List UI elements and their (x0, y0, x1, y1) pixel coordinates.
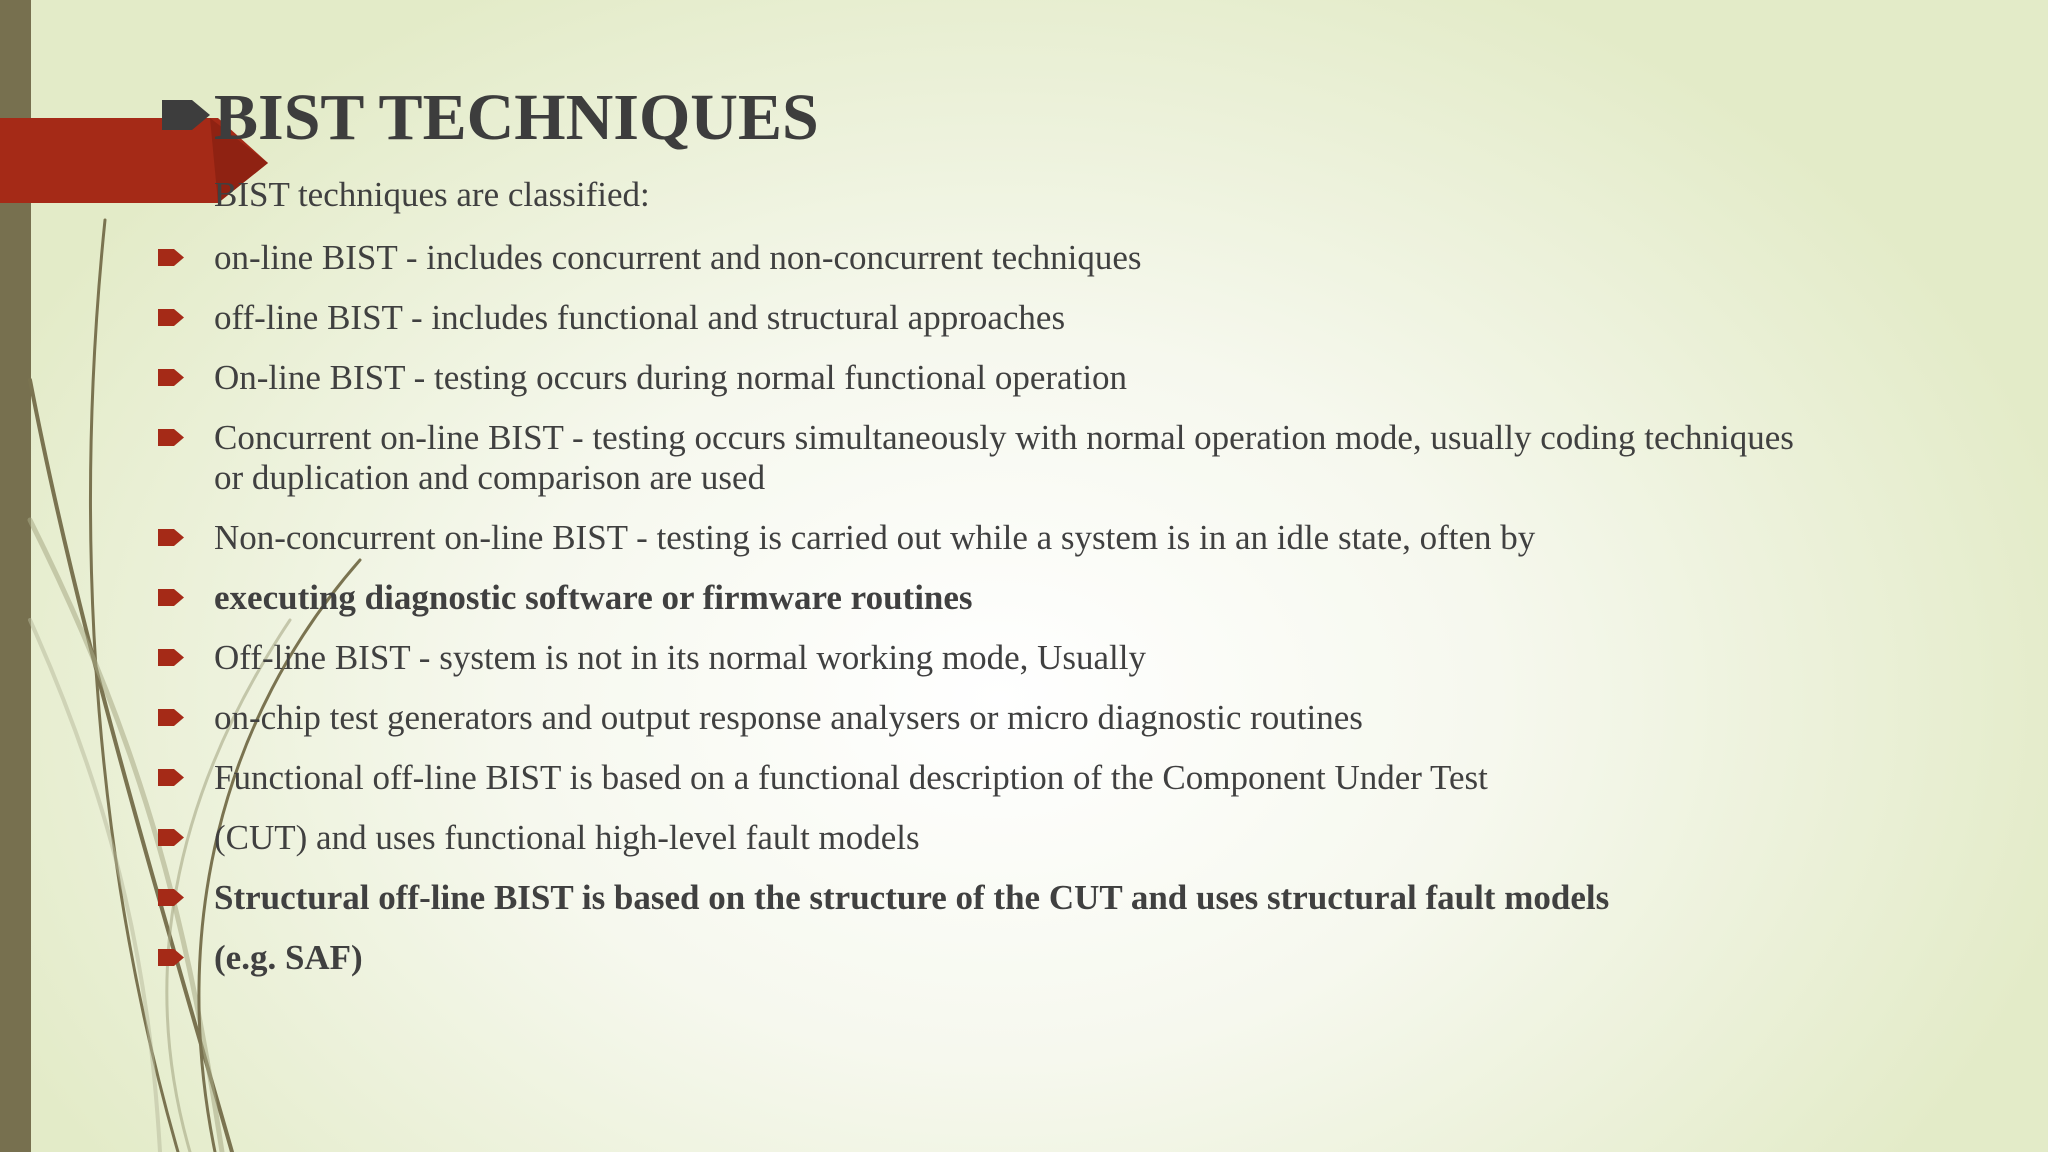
bullet-text-continuation: or duplication and comparison are used (214, 458, 766, 497)
bullet-text: on-line BIST - includes concurrent and non-concurrent techniques (214, 238, 1142, 277)
red-arrow-bullet-icon (158, 889, 185, 906)
red-arrow-bullet-icon (158, 649, 185, 666)
bullet-text: (e.g. SAF) (214, 938, 363, 977)
bullet-text: executing diagnostic software or firmware routines (214, 578, 973, 617)
bullet-text: (CUT) and uses functional high-level fault models (214, 818, 920, 857)
red-arrow-bullet-icon (158, 589, 185, 606)
bullet-text: off-line BIST - includes functional and structural approaches (214, 298, 1066, 337)
red-arrow-bullet-icon (158, 769, 185, 786)
bullet-text: Structural off-line BIST is based on the structure of the CUT and uses structural fault models (214, 878, 1610, 917)
title-arrow-bullet-icon (162, 100, 212, 130)
bullet-text: Off-line BIST - system is not in its normal working mode, Usually (214, 638, 1146, 677)
red-arrow-bullet-icon (158, 249, 185, 266)
red-arrow-bullet-icon (158, 529, 185, 546)
red-arrow-bullet-icon (158, 429, 185, 446)
red-arrow-bullet-icon (158, 369, 185, 386)
bullet-text: Functional off-line BIST is based on a functional description of the Component Under Test (214, 758, 1488, 797)
bullet-text: on-chip test generators and output response analysers or micro diagnostic routines (214, 698, 1363, 737)
slide-title: BIST TECHNIQUES (214, 81, 819, 154)
red-arrow-bullet-icon (158, 709, 185, 726)
bullet-text: Concurrent on-line BIST - testing occurs simultaneously with normal operation mode, usually coding techniques (214, 418, 1794, 457)
red-arrow-bullet-icon (158, 309, 185, 326)
red-arrow-bullet-icon (158, 829, 185, 846)
intro-text: BIST techniques are classified: (214, 175, 650, 214)
bullet-text: On-line BIST - testing occurs during normal functional operation (214, 358, 1128, 397)
bullet-text: Non-concurrent on-line BIST - testing is carried out while a system is in an idle state, often by (214, 518, 1536, 557)
red-arrow-bullet-icon (158, 949, 185, 966)
